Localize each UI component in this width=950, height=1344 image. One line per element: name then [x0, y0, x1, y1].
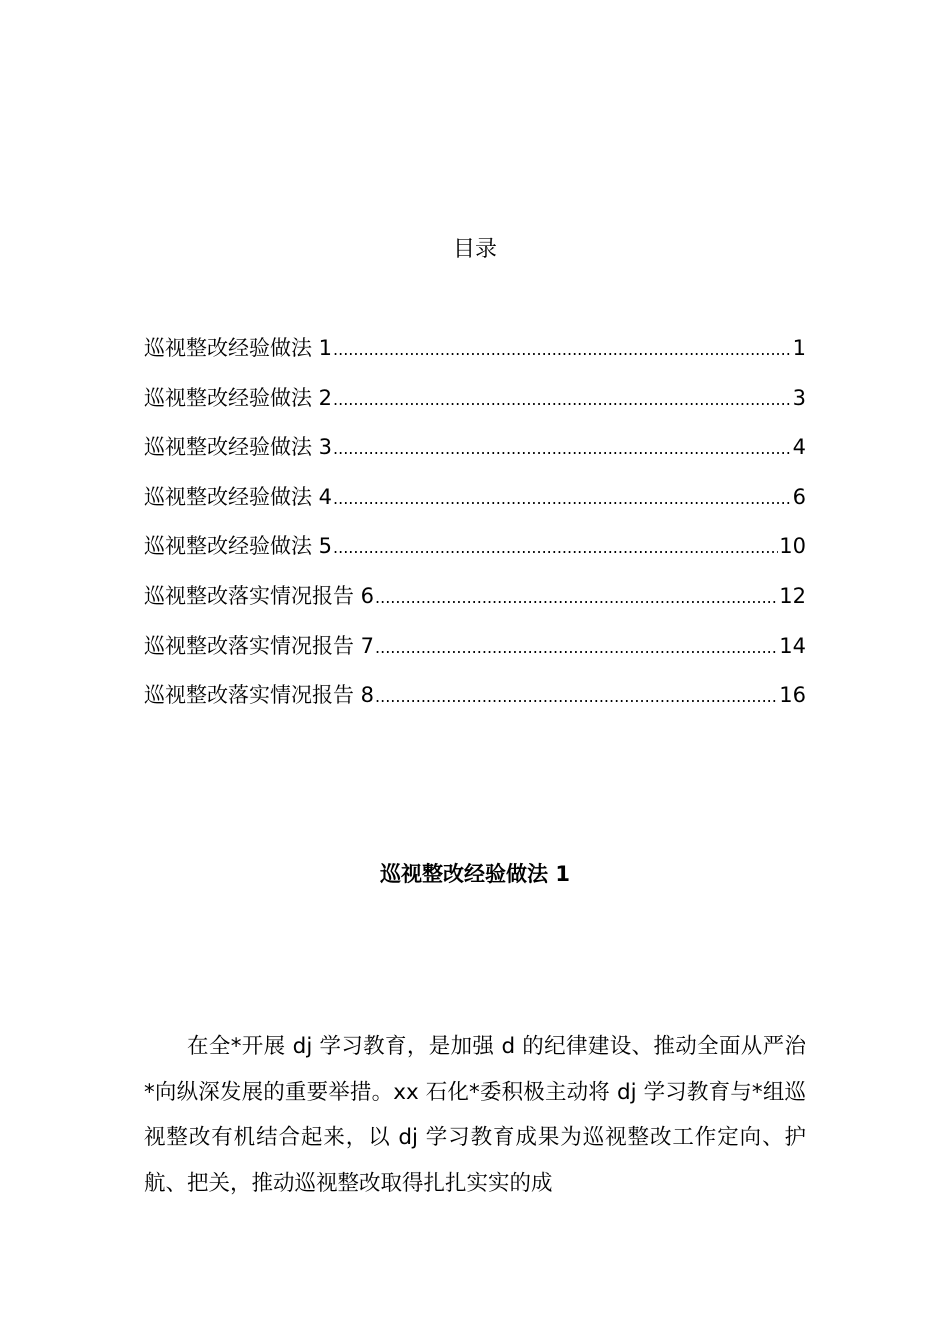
toc-title: 目录 — [452, 237, 497, 262]
toc-dot-leader — [375, 679, 778, 715]
toc-entry-label: 巡视整改落实情况报告 8 — [144, 683, 375, 708]
body-paragraph: 在全*开展 dj 学习教育，是加强 d 的纪律建设、推动全面从严治*向纵深发展的重要举措。xx 石化*委积极主动将 dj 学习教育与*组巡视整改有机结合起来，以 dj 学习教育成果为巡视整改工作定向、护航、把关，推动巡视整改取得扎扎实实的成 — [144, 1034, 806, 1196]
toc-entry[interactable] — [144, 380, 806, 430]
table-of-contents — [144, 330, 806, 727]
toc-dot-leader — [333, 530, 778, 566]
toc-entry-page: 10 — [779, 534, 806, 559]
toc-entry-label: 巡视整改经验做法 5 — [144, 534, 333, 559]
toc-entry[interactable] — [144, 429, 806, 479]
toc-entry-label: 巡视整改经验做法 2 — [144, 385, 333, 410]
toc-entry[interactable] — [144, 528, 806, 578]
toc-entry-label: 巡视整改落实情况报告 6 — [144, 583, 375, 608]
toc-entry[interactable] — [144, 677, 806, 727]
toc-dot-leader — [333, 332, 792, 368]
toc-entry-page: 12 — [779, 583, 806, 608]
toc-entry-label: 巡视整改经验做法 4 — [144, 484, 333, 509]
toc-entry[interactable] — [144, 628, 806, 678]
toc-entry-label: 巡视整改经验做法 1 — [144, 336, 333, 360]
toc-entry-page: 14 — [779, 633, 806, 658]
toc-entry-page: 4 — [792, 435, 806, 460]
toc-entry[interactable] — [144, 578, 806, 628]
toc-dot-leader — [375, 580, 778, 616]
toc-entry-label: 巡视整改落实情况报告 7 — [144, 633, 375, 658]
toc-entry-page: 3 — [792, 385, 806, 410]
toc-entry-page: 6 — [792, 484, 806, 509]
toc-dot-leader — [333, 431, 792, 467]
toc-entry[interactable] — [144, 479, 806, 529]
toc-entry-page: 16 — [779, 683, 806, 708]
toc-dot-leader — [375, 630, 778, 666]
toc-entry[interactable] — [144, 330, 806, 380]
toc-dot-leader — [333, 382, 792, 418]
toc-entry-label: 巡视整改经验做法 3 — [144, 435, 333, 460]
toc-dot-leader — [333, 481, 792, 517]
section-heading: 巡视整改经验做法 1 — [380, 862, 570, 886]
toc-entry-page: 1 — [792, 336, 806, 360]
